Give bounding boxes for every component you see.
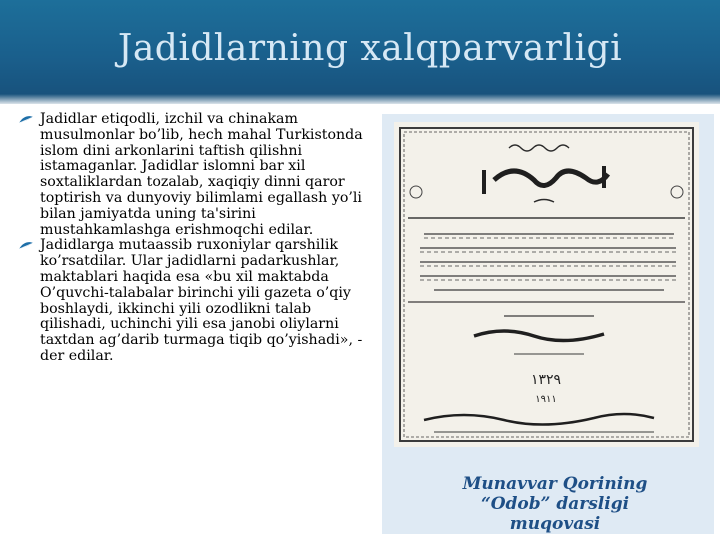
bullet-text-2: Jadidlarga mutaassib ruxoniylar qarshilik ko’rsatdilar. Ular jadidlarni padarkushlar, maktablari haqida esa «bu xil maktabda O’quvchi-talabalar birinchi yili gazeta o’qiy boshlaydi, ikkinchi yili ozodlikni talab qilishadi, uchinchi yili esa janobi oliylarni taxtdan ag’darib turmaga tiqib qo’yishadi», -der edilar. bbox=[40, 237, 363, 364]
slide-title: Jadidlarning xalqparvarligi bbox=[117, 28, 623, 69]
leaf-bullet-icon bbox=[18, 241, 34, 251]
bullet-item-1 bbox=[18, 112, 374, 238]
cover-year-2: ١٩١١ bbox=[535, 394, 557, 405]
leaf-bullet-icon bbox=[18, 115, 34, 125]
bullet-item-2 bbox=[18, 238, 374, 364]
figure-caption bbox=[400, 474, 710, 534]
bullet-text-1: Jadidlar etiqodli, izchil va chinakam musulmonlar bo’lib, hech mahal Turkistonda islom dini arkonlarini taftish qilishni istamaganlar. Jadidlar islomni bar xil soxtaliklardan tozalab, xaqiqiy dinni qaror toptirish va dunyoviy bilimlami egallash yo’li bilan jamiyatda uning ta'sirini mustahkamlashga erishmoqchi edilar. bbox=[40, 111, 363, 238]
cover-year: ١٣٢٩ bbox=[530, 372, 562, 388]
caption-line-1: Munavvar Qorining bbox=[462, 474, 648, 494]
caption-line-2: “Odob” darsligi bbox=[480, 494, 630, 514]
body-text bbox=[18, 112, 374, 365]
caption-line-3: muqovasi bbox=[509, 514, 601, 534]
book-cover-image bbox=[394, 122, 699, 447]
